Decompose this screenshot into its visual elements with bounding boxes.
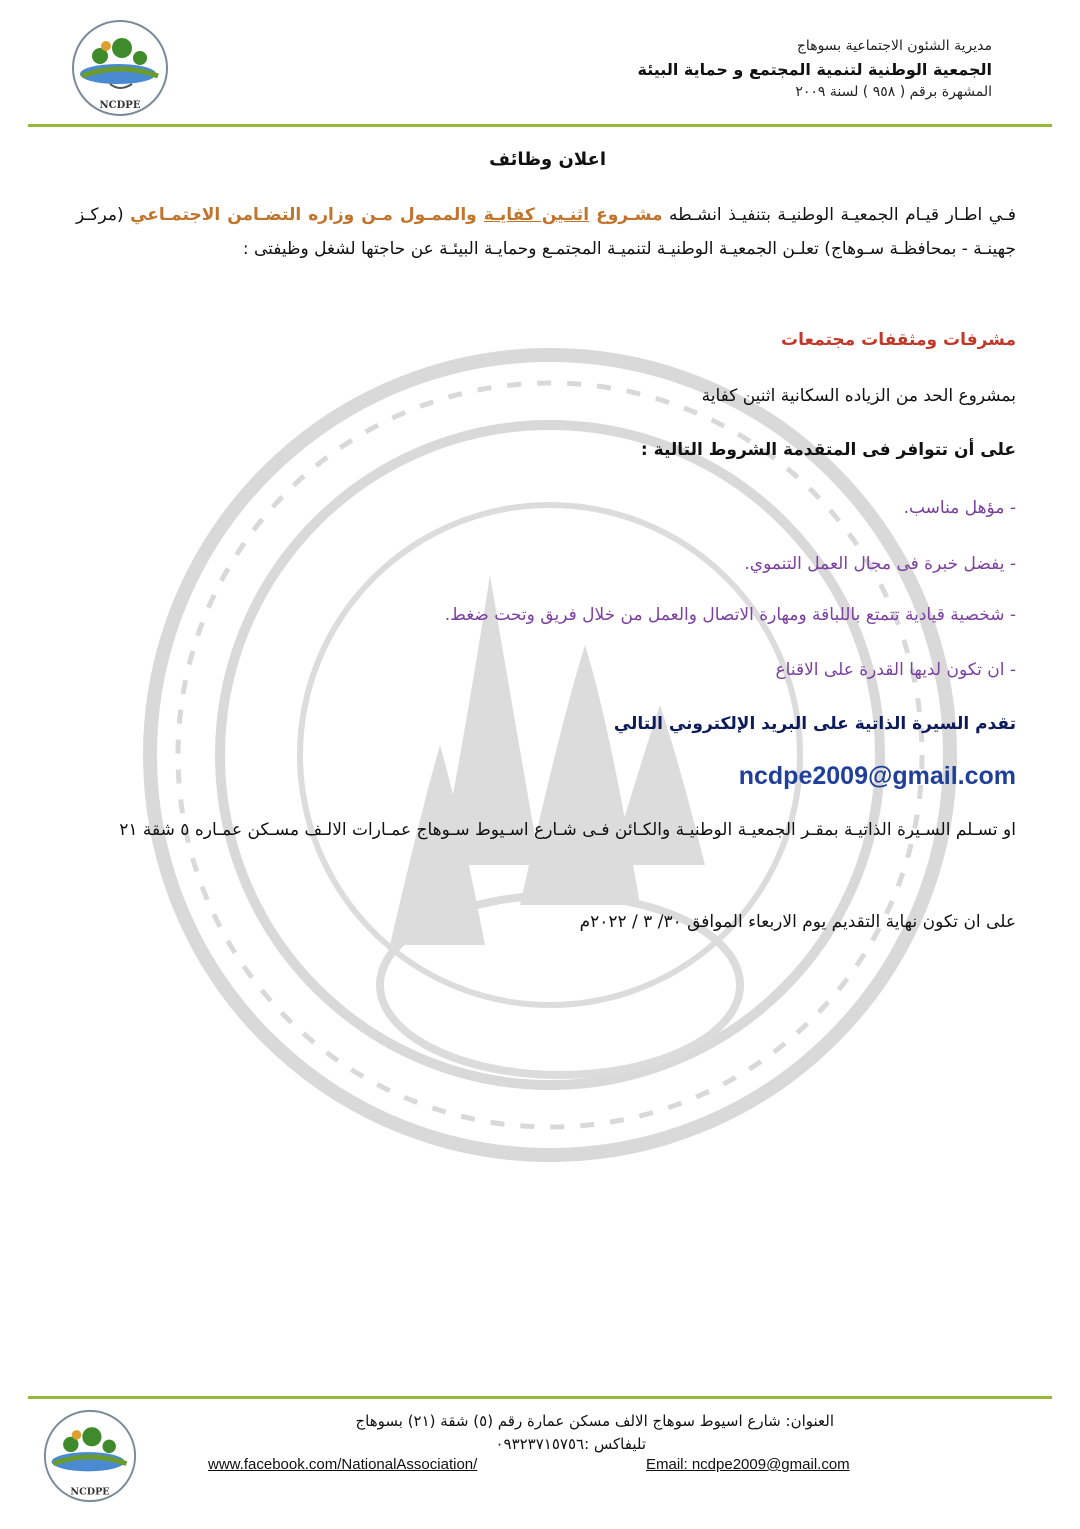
header-rule <box>28 124 1052 127</box>
intro-funded-by: والممـول مـن وزاره التضـامن الاجتمـاعي <box>130 205 484 225</box>
announcement-title: اعلان وظائف <box>489 149 606 170</box>
intro-paragraph <box>76 198 1016 266</box>
footer-email-link[interactable]: Email: ncdpe2009@gmail.com <box>646 1456 850 1473</box>
condition-item: - يفضل خبرة فى مجال العمل التنموي. <box>744 554 1016 574</box>
intro-project-word: مشـروع <box>589 205 663 225</box>
footer-ncdpe-logo <box>42 1408 138 1504</box>
footer-phone: تليفاكس :٠٩٣٢٣٧١٥٧٥٦ <box>495 1435 646 1453</box>
footer-address: العنوان: شارع اسيوط سوهاج الالف مسكن عمارة رقم (٥) شقة (٢١) بسوهاج <box>355 1412 834 1430</box>
intro-text-a: فـي اطـار قيـام الجمعيـة الوطنيـة بتنفيـذ انشـطه <box>662 205 1017 225</box>
header-directorate: مديرية الشئون الاجتماعية بسوهاج <box>796 38 992 54</box>
facebook-link[interactable]: www.facebook.com/NationalAssociation/ <box>208 1456 478 1473</box>
ncdpe-logo <box>70 18 170 118</box>
condition-item: - مؤهل مناسب. <box>903 498 1016 518</box>
watermark-seal <box>140 345 960 1165</box>
footer-rule <box>28 1396 1052 1399</box>
condition-item: - شخصية قيادية تتمتع باللباقة ومهارة الاتصال والعمل من خلال فريق وتحت ضغط. <box>444 605 1016 625</box>
cv-instruction: تقدم السيرة الذاتية على البريد الإلكتروني التالي <box>613 714 1016 734</box>
intro-text-b: (مركـز جهينـة - بمحافظـة سـوهاج) تعلـن الجمعيـة الوطنيـة لتنميـة المجتمـع وحمايـة البيئـة عن حاجتها لشغل وظيفتى : <box>76 205 1016 259</box>
logo-text: NCDPE <box>99 100 141 111</box>
header-association-name: الجمعية الوطنية لتنمية المجتمع و حماية البيئة <box>637 60 992 79</box>
deadline-line: على ان تكون نهاية التقديم يوم الاربعاء الموافق ٣٠/ ٣ / ٢٠٢٢م <box>579 912 1016 932</box>
address-paragraph: او تسـلم السـيرة الذاتيـة بمقـر الجمعيـة الوطنيـة والكـائن فـى شـارع اسـيوط سـوهاج عمـارات الالـف مسـكن عمـاره ٥ شقة ٢١ <box>119 820 1016 840</box>
intro-project-name: اثنـين كفايـة <box>483 205 590 225</box>
conditions-title: على أن تتوافر فى المتقدمة الشروط التالية : <box>640 440 1016 460</box>
header-registration: المشهرة برقم ( ٩٥٨ ) لسنة ٢٠٠٩ <box>795 84 992 100</box>
email-address[interactable]: ncdpe2009@gmail.com <box>738 762 1016 790</box>
project-line: بمشروع الحد من الزياده السكانية اثنين كفاية <box>701 386 1016 406</box>
condition-item: - ان تكون لديها القدرة على الاقناع <box>775 660 1016 680</box>
footer-logo-text: NCDPE <box>70 1486 110 1498</box>
position-title: مشرفات ومثقفات مجتمعات <box>781 330 1016 350</box>
